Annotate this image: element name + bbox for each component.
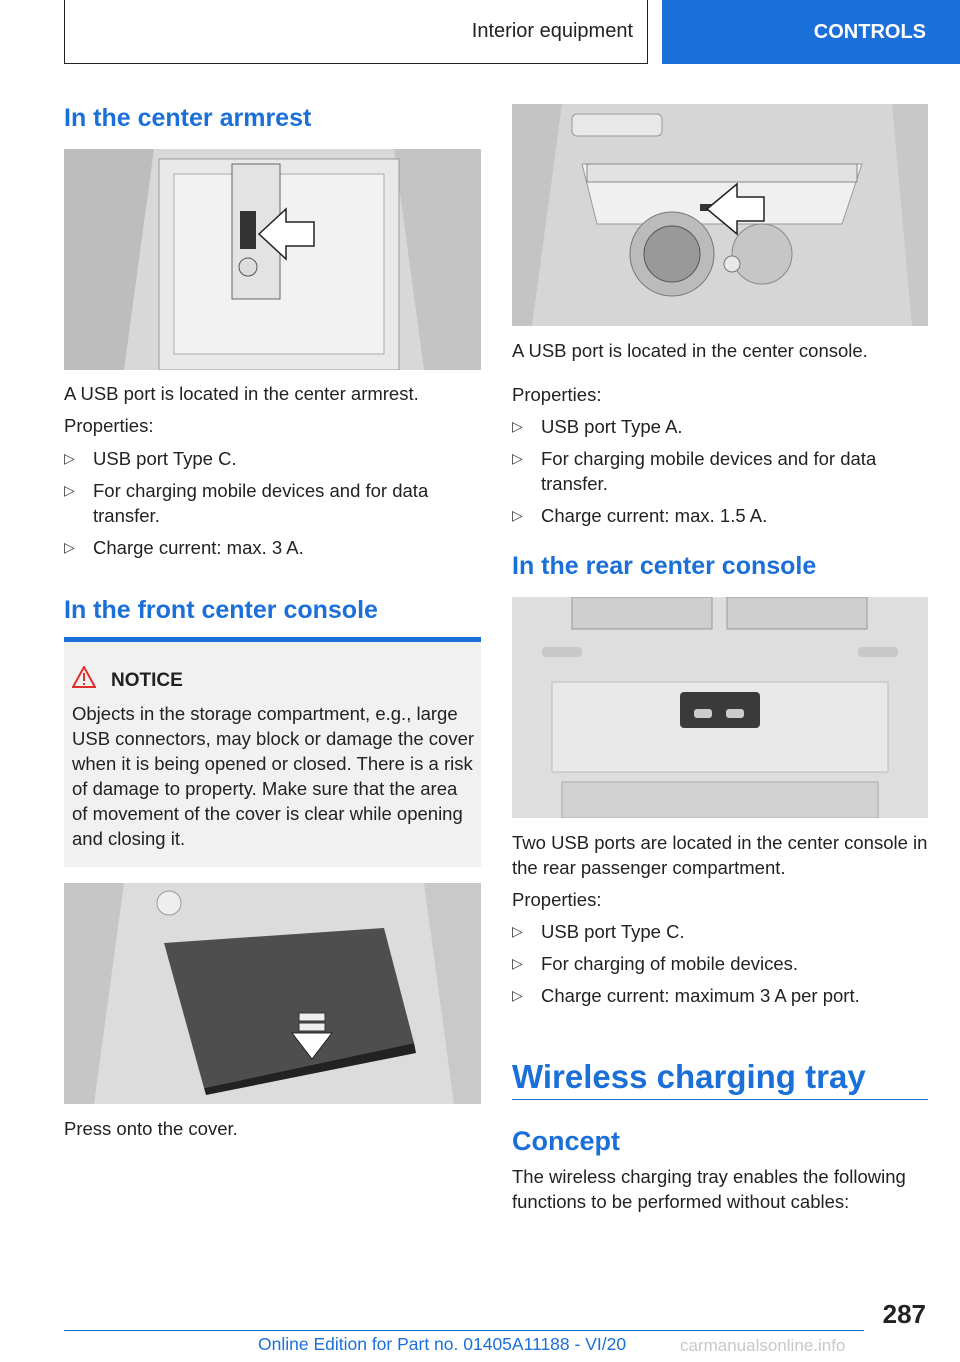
triangle-right-icon: ▷ xyxy=(64,539,75,555)
list-item: ▷ USB port Type A. xyxy=(512,416,683,437)
triangle-right-icon: ▷ xyxy=(512,955,523,971)
triangle-right-icon: ▷ xyxy=(64,482,75,498)
list-item: ▷ Charge current: max. 1.5 A. xyxy=(512,505,768,526)
header-chapter: CONTROLS xyxy=(662,0,960,64)
cover-caption: Press onto the cover. xyxy=(64,1118,238,1139)
center-console-illustration xyxy=(512,104,928,326)
list-item: ▷ Charge current: max. 3 A. xyxy=(64,537,304,558)
rear-caption: Two USB ports are located in the center console in the rear passenger compartment. xyxy=(512,832,928,878)
triangle-right-icon: ▷ xyxy=(512,418,523,434)
heading-wireless-charging: Wireless charging tray xyxy=(512,1058,866,1095)
heading-center-armrest: In the center armrest xyxy=(64,104,312,132)
footer-divider xyxy=(64,1330,864,1331)
triangle-right-icon: ▷ xyxy=(512,507,523,523)
warning-triangle-icon xyxy=(72,666,96,693)
list-item: ▷ Charge current: maximum 3 A per port. xyxy=(512,985,860,1006)
notice-title: NOTICE xyxy=(111,670,183,691)
list-item: ▷ USB port Type C. xyxy=(512,921,685,942)
footer-edition: Online Edition for Part no. 01405A11188 - VI/20 xyxy=(258,1334,627,1354)
divider xyxy=(512,1099,928,1100)
list-item: ▷ For charging of mobile devices. xyxy=(512,953,799,974)
list-item: ▷ For charging mobile devices and for data transfer. xyxy=(512,448,877,494)
concept-text: The wireless charging tray enables the following functions to be performed without cables: xyxy=(512,1166,906,1212)
triangle-right-icon: ▷ xyxy=(512,923,523,939)
console-properties-label: Properties: xyxy=(512,384,602,405)
armrest-caption: A USB port is located in the center armrest. xyxy=(64,383,419,404)
cover-illustration xyxy=(64,883,481,1104)
watermark: carmanualsonline.info xyxy=(680,1336,846,1355)
page-number: 287 xyxy=(882,1299,926,1329)
console-caption: A USB port is located in the center console. xyxy=(512,340,868,361)
notice-text: Objects in the storage compartment, e.g., large USB connectors, may block or damage the cover when it is being opened or closed. There is a risk of damage to property. Make sure that the area of movement of the cover is clear while opening and closing it. xyxy=(72,703,475,849)
rear-console-illustration xyxy=(512,597,928,818)
rear-properties-label: Properties: xyxy=(512,889,602,910)
armrest-illustration xyxy=(64,149,481,370)
triangle-right-icon: ▷ xyxy=(512,450,523,466)
list-item: ▷ For charging mobile devices and for data transfer. xyxy=(64,480,429,526)
heading-concept: Concept xyxy=(512,1126,620,1156)
heading-rear-console: In the rear center console xyxy=(512,552,817,580)
triangle-right-icon: ▷ xyxy=(64,450,75,466)
armrest-properties-label: Properties: xyxy=(64,415,154,436)
notice-box xyxy=(64,637,481,867)
heading-front-console: In the front center console xyxy=(64,596,378,624)
list-item: ▷ USB port Type C. xyxy=(64,448,237,469)
header-section: Interior equipment xyxy=(64,0,648,64)
triangle-right-icon: ▷ xyxy=(512,987,523,1003)
